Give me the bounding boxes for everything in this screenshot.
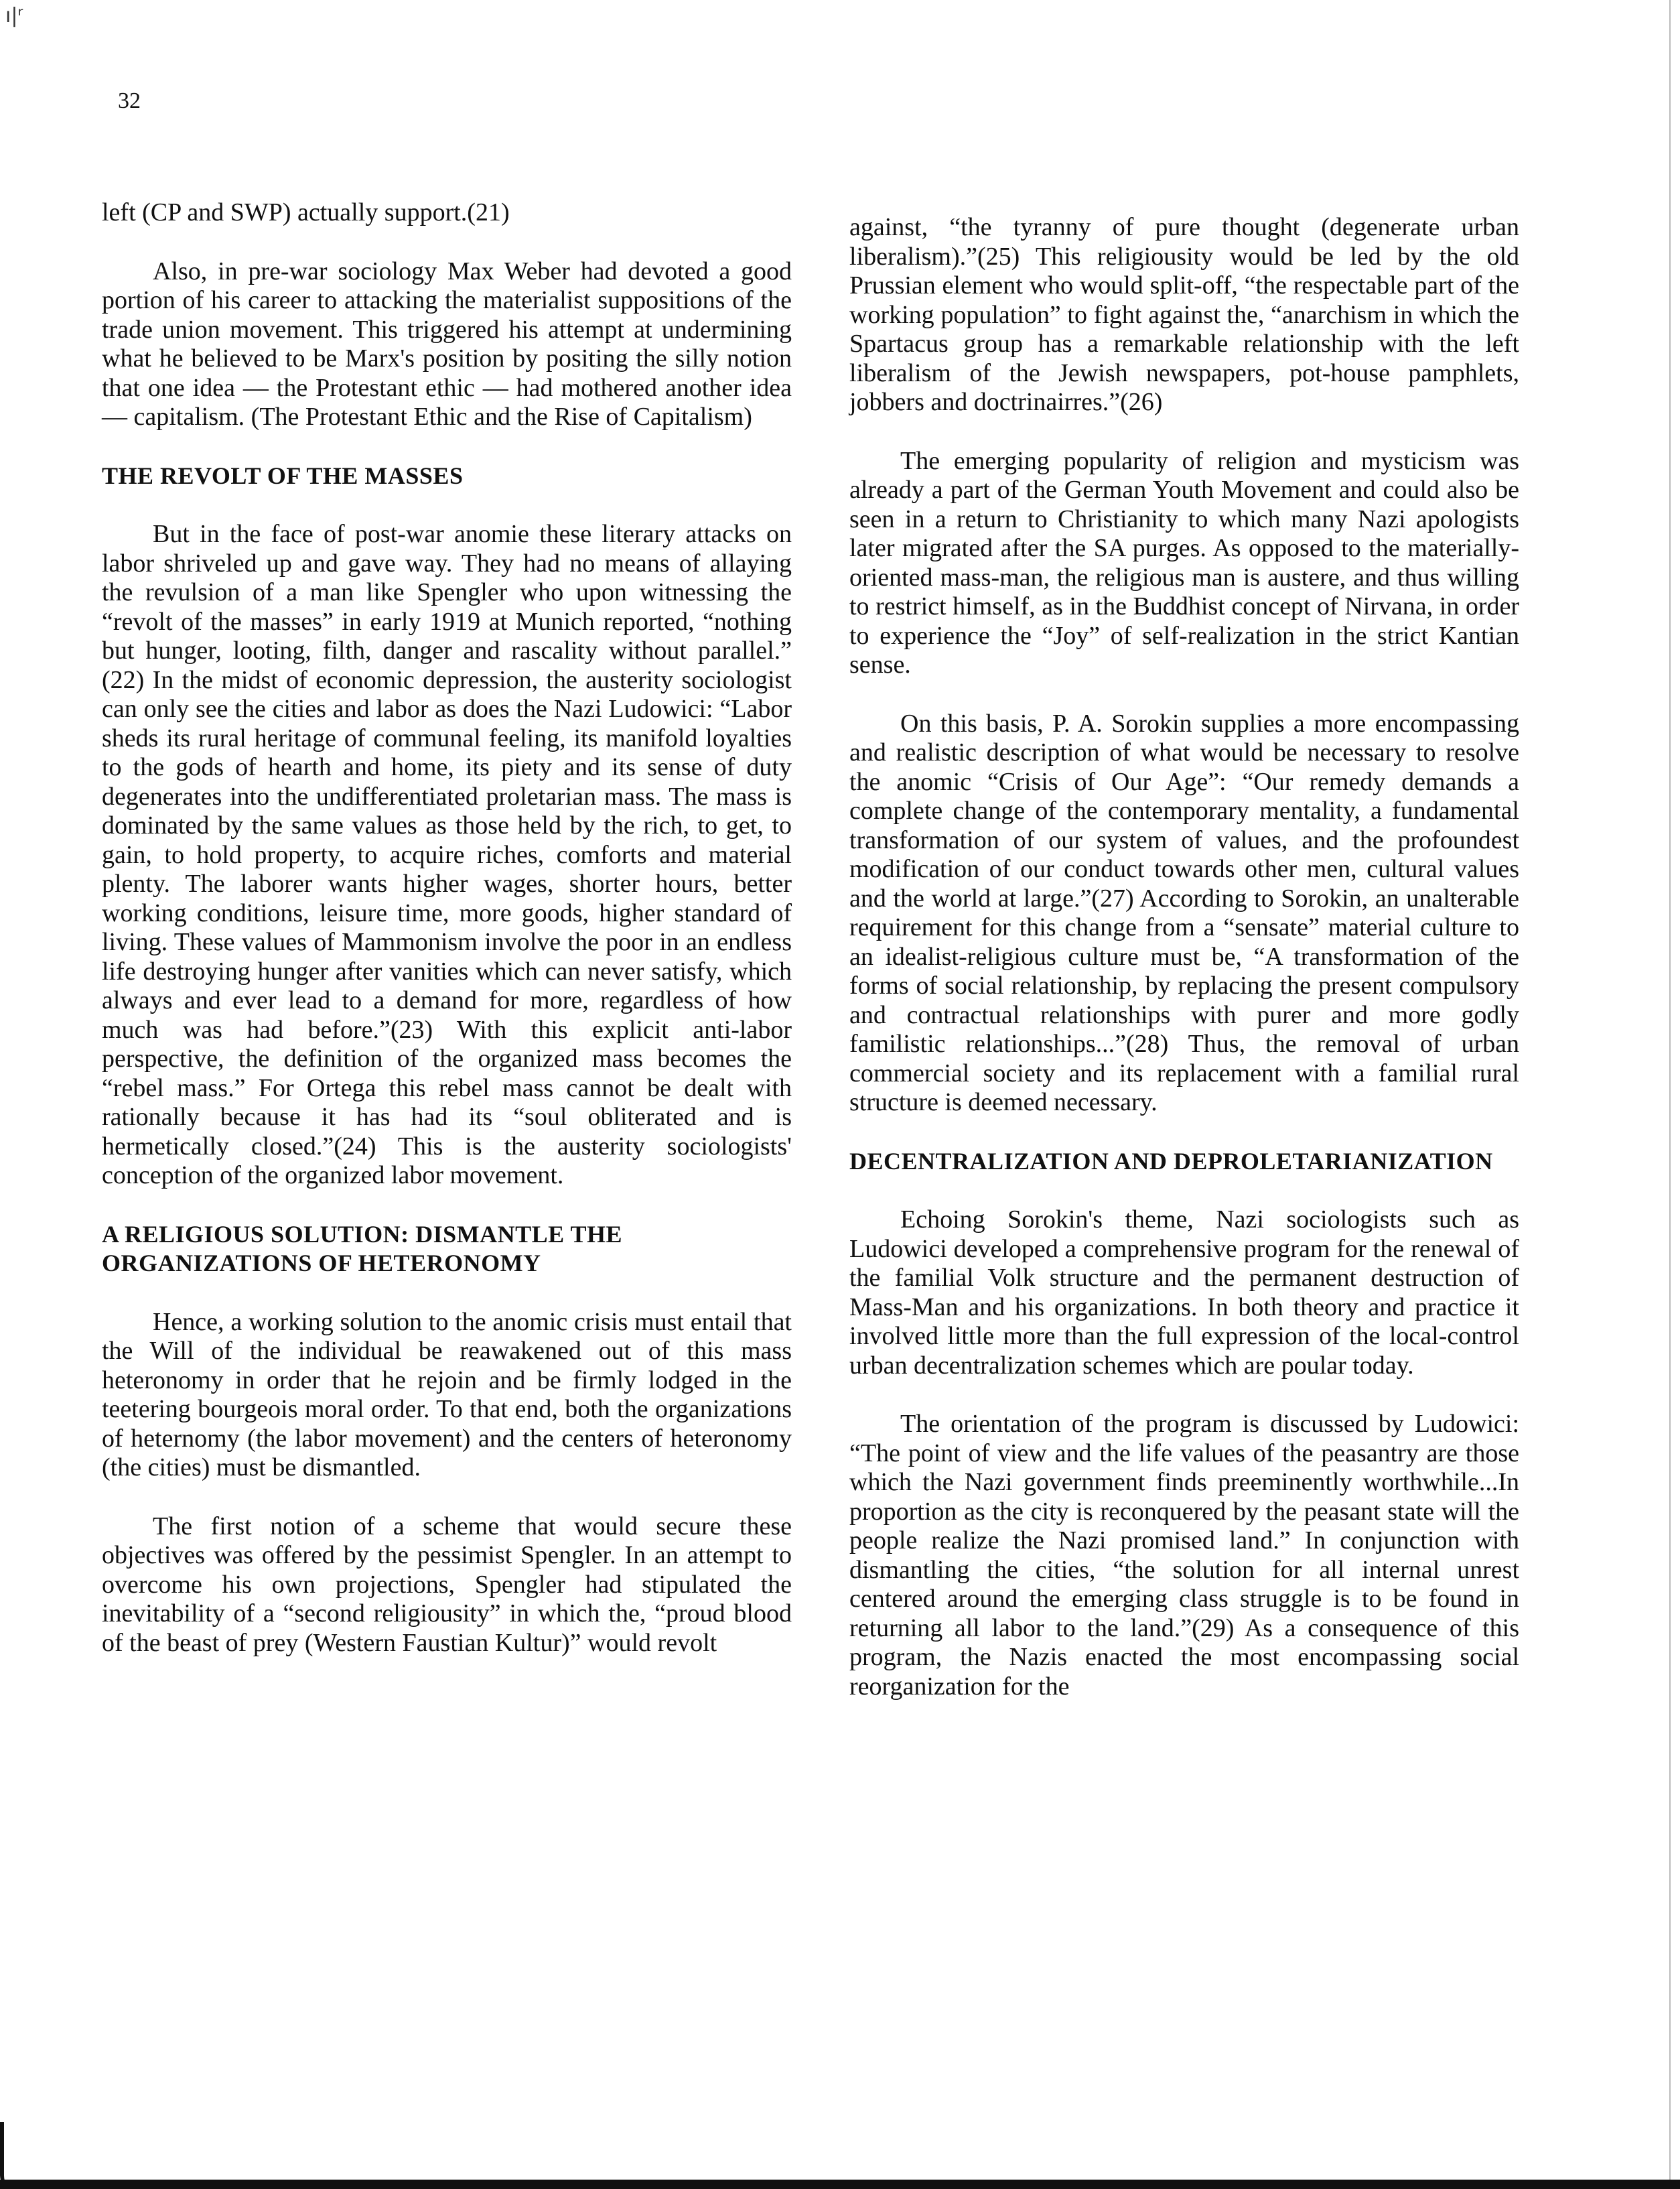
left-column	[102, 198, 792, 1687]
paragraph: Also, in pre-war sociology Max Weber had devoted a good portion of his career to attacking the materialist suppositions of the trade union movement. This triggered his attempt at undermining what he believed to be Marx's position by positing the silly notion that one idea — the Protestant ethic — had mothered another idea — capitalism. (The Protestant Ethic and the Rise of Capitalism)	[102, 257, 792, 431]
section-heading: A RELIGIOUS SOLUTION: DISMANTLE THE ORGANIZATIONS OF HETERONOMY	[102, 1220, 623, 1276]
page-number: 32	[118, 88, 141, 113]
paragraph: The emerging popularity of religion and mysticism was already a part of the German Youth Movement and could also be seen in a return to Christianity to which many Nazi apologists later migrated after the SA purges. As opposed to the materially-oriented mass-man, the religious man is austere, and thus willing to restrict himself, as in the Buddhist concept of Nirvana, in order to experience the “Joy” of self-realization in the strict Kantian sense.	[849, 446, 1519, 679]
paragraph: Hence, a working solution to the anomic crisis must entail that the Will of the individual be reawakened out of this mass heteronomy in order that he rejoin and be firmly lodged in the teetering bourgeois moral order. To that end, both the organizations of heternomy (the labor movement) and the centers of heteronomy (the cities) must be dismantled.	[102, 1307, 792, 1481]
scan-edge-line	[1669, 0, 1671, 2189]
right-column	[849, 213, 1519, 1731]
section-heading: THE REVOLT OF THE MASSES	[102, 462, 464, 489]
paragraph: The first notion of a scheme that would secure these objectives was offered by the pessimist Spengler. In an attempt to overcome his own projections, Spengler had stipulated the inevitability of a “second religiousity” in which the, “proud blood of the beast of prey (Western Faustian Kultur)” would revolt	[102, 1512, 792, 1657]
scan-page-curl	[0, 2122, 13, 2189]
section-heading: DECENTRALIZATION AND DEPROLETARIANIZATION	[849, 1147, 1493, 1175]
paragraph: The orientation of the program is discussed by Ludowici: “The point of view and the life values of the peasantry are those which the Nazi government finds preeminently worthwhile...In proportion as the city is reconquered by the peasant state will the people realize the Nazi promised land.” In conjunction with dismantling the cities, “the solution for all internal unrest centered around the emerging class struggle is to be found in returning all labor to the land.”(29) As a consequence of this program, the Nazis enacted the most encompassing social reorganization for the	[849, 1410, 1519, 1701]
paragraph: against, “the tyranny of pure thought (degenerate urban liberalism).”(25) This religiousity would be led by the old Prussian element who would split-off, “the respectable part of the working population” to fight against the, “anarchism in which the Spartacus group has a remarkable relationship with the left liberalism of the Jewish newspapers, pot-house pamphlets, jobbers and doctrinairres.”(26)	[849, 213, 1519, 416]
paragraph: But in the face of post-war anomie these literary attacks on labor shriveled up and gave way. They had no means of allaying the revulsion of a man like Spengler who upon witnessing the “revolt of the masses” in early 1919 at Munich reported, “nothing but hunger, looting, filth, danger and rascality without parallel.” (22) In the midst of economic depression, the austerity sociologist can only see the cities and labor as does the Nazi Ludowici: “Labor sheds its rural heritage of communal feeling, its manifold loyalties to the gods of hearth and home, its piety and its sense of duty degenerates into the undifferentiated proletarian mass. The mass is dominated by the same values as those held by the rich, to get, to gain, to hold property, to acquire riches, comforts and material plenty. The laborer wants higher wages, shorter hours, better working conditions, leisure time, more goods, higher standard of living. These values of Mammonism involve the poor in an endless life destroying hunger after vanities which can never satisfy, which always and ever lead to a demand for more, regardless of how much was had before.”(23) With this explicit anti-labor perspective, the definition of the organized mass becomes the “rebel mass.” For Ortega this rebel mass cannot be dealt with rationally because it has had its “soul obliterated and is hermetically closed.”(24) This is the austerity sociologists' conception of the organized labor movement.	[102, 520, 792, 1189]
paragraph: Echoing Sorokin's theme, Nazi sociologists such as Ludowici developed a comprehensive program for the renewal of the familial Volk structure and the permanent destruction of Mass-Man and his organizations. In both theory and practice it involved little more than the full expression of the local-control urban decentralization schemes which are poular today.	[849, 1205, 1519, 1380]
paragraph: left (CP and SWP) actually support.(21)	[102, 198, 510, 226]
paragraph: On this basis, P. A. Sorokin supplies a more encompassing and realistic description of what would be necessary to resolve the anomic “Crisis of Our Age”: “Our remedy demands a complete change of the contemporary mentality, a fundamental transformation of our system of values, and the profoundest modification of our conduct towards other men, cultural values and the world at large.”(27) According to Sorokin, an unalterable requirement for this change from a “sensate” material culture to an idealist-religious culture must be, “A transformation of the forms of social relationship, by replacing the present compulsory and contractual relationships with purer and more godly familistic relationships...”(28) Thus, the removal of urban commercial society and its replacement with a familial rural structure is deemed necessary.	[849, 709, 1519, 1116]
scan-bottom-border	[0, 2180, 1680, 2189]
scan-corner-mark: ı|ʳ	[5, 4, 23, 27]
